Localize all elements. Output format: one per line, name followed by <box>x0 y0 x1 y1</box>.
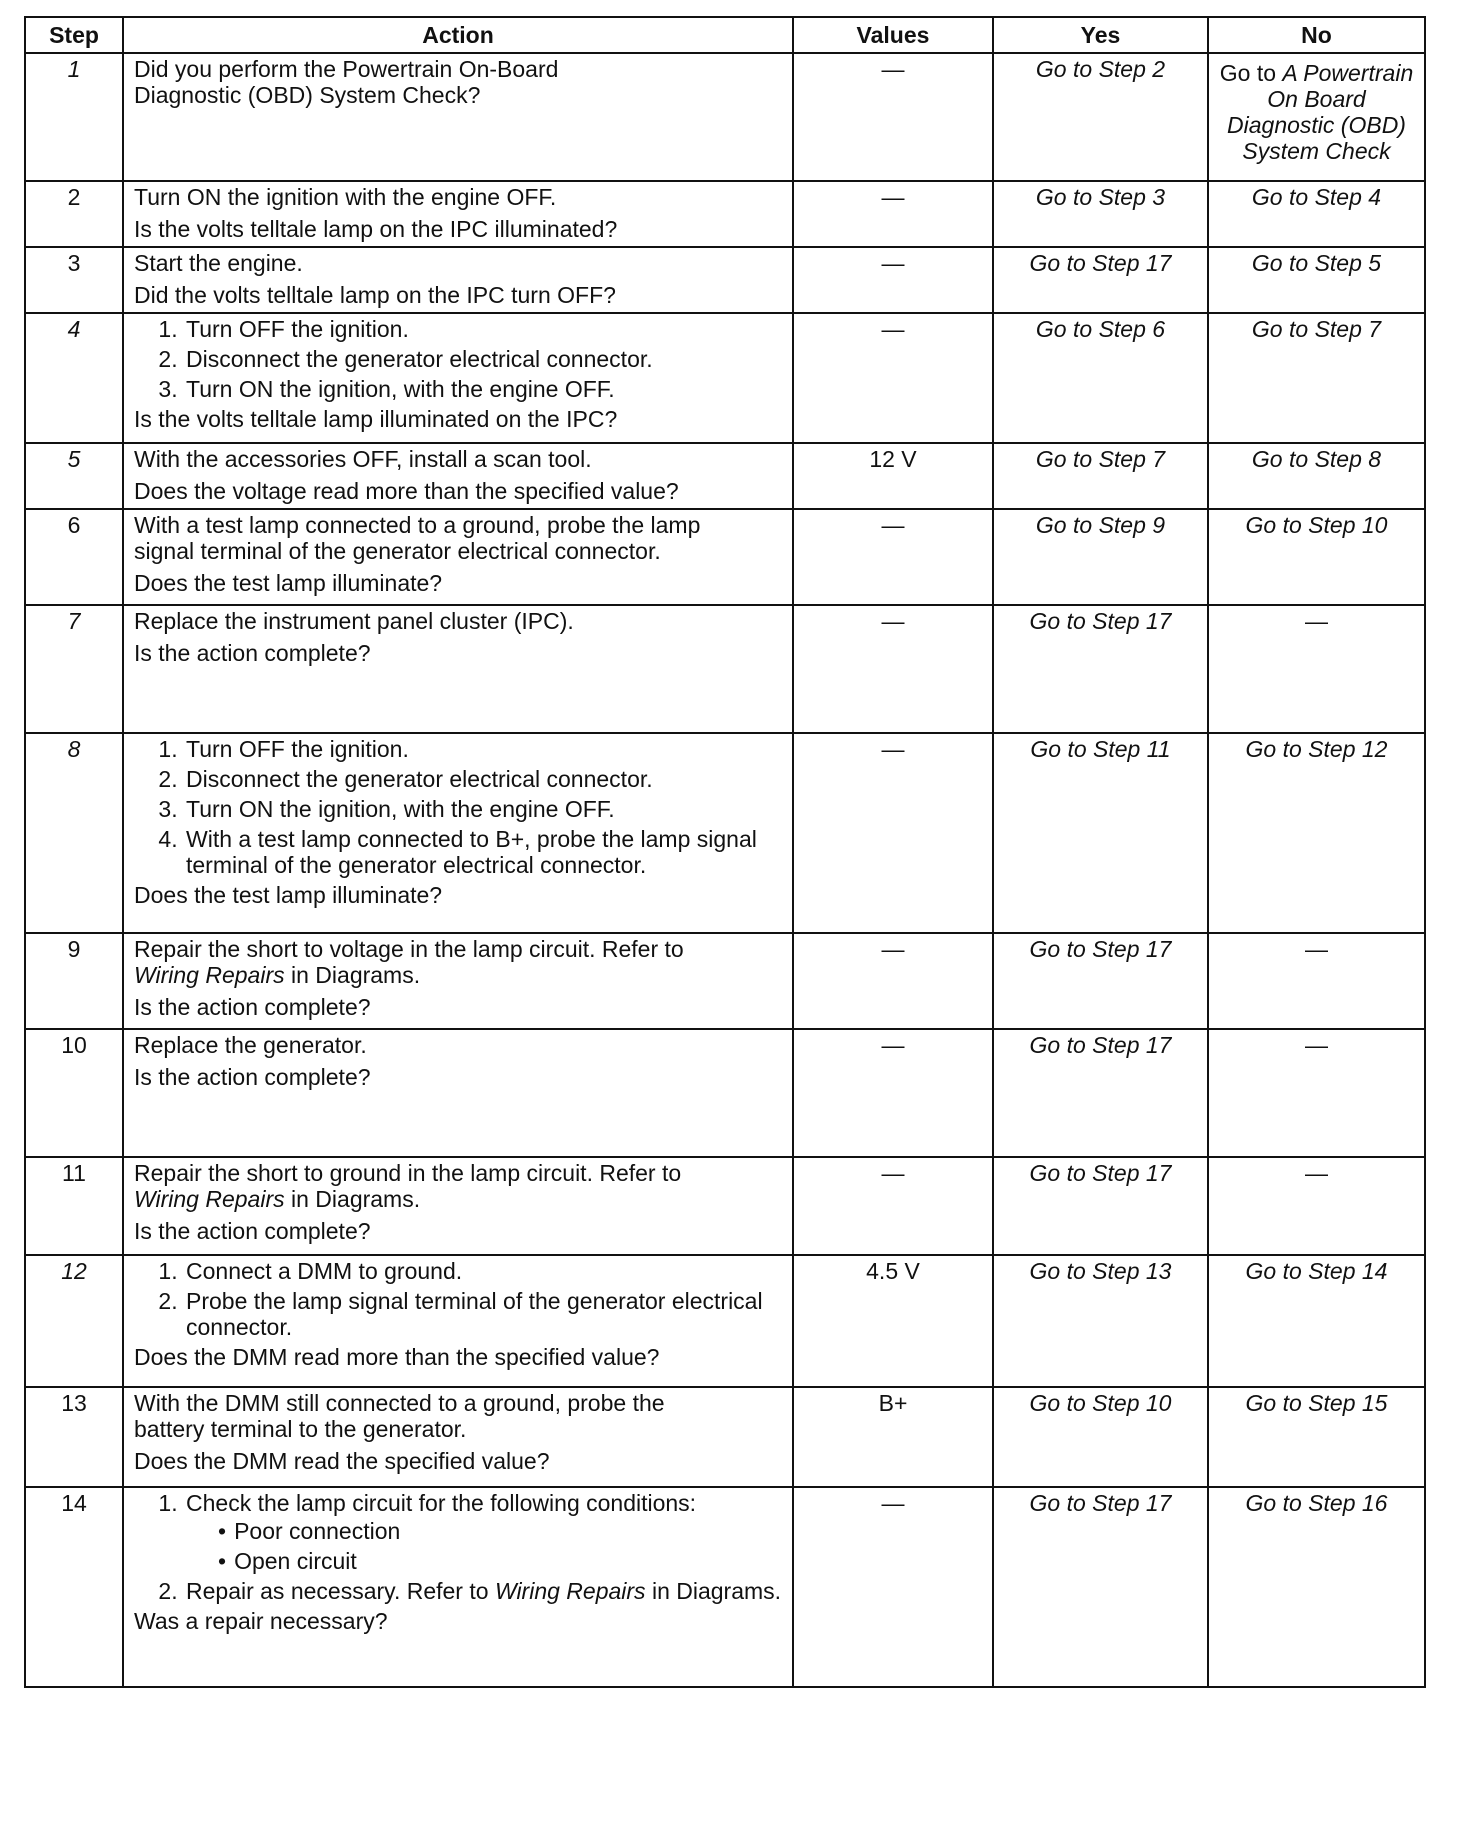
no-cell: — <box>1208 1157 1425 1255</box>
condition-item: • Poor connection <box>216 1518 782 1544</box>
value-cell: — <box>793 1157 993 1255</box>
no-cell <box>1208 53 1425 181</box>
reference-rest: in Diagrams. <box>284 962 421 988</box>
step-number: 5 <box>25 443 123 509</box>
table-row <box>25 1487 1425 1687</box>
action-step: 1. Turn OFF the ignition. <box>184 316 782 342</box>
no-cell: Go to Step 10 <box>1208 509 1425 605</box>
action-cell <box>123 181 793 247</box>
question-text: Is the action complete? <box>134 640 371 666</box>
yes-cell: Go to Step 17 <box>993 933 1208 1029</box>
action-text: Repair the short to voltage in the lamp circuit. Refer to <box>134 936 684 962</box>
no-cell: Go to Step 5 <box>1208 247 1425 313</box>
no-prefix: Go to <box>1219 60 1283 86</box>
yes-cell: Go to Step 6 <box>993 313 1208 443</box>
value-cell: 4.5 V <box>793 1255 993 1387</box>
action-cell <box>123 733 793 933</box>
table-row <box>25 1029 1425 1157</box>
reference-italic: Wiring Repairs <box>134 1186 285 1212</box>
header-no: No <box>1208 17 1425 53</box>
action-cell <box>123 53 793 181</box>
step-number: 7 <box>25 605 123 733</box>
action-cell <box>123 1157 793 1255</box>
reference-italic: Wiring Repairs <box>134 962 285 988</box>
action-cell <box>123 247 793 313</box>
value-cell: B+ <box>793 1387 993 1487</box>
action-text: Replace the instrument panel cluster (IPC). <box>134 608 574 634</box>
step-number: 3 <box>25 247 123 313</box>
question-text: Is the action complete? <box>134 994 371 1020</box>
step-number: 12 <box>25 1255 123 1387</box>
yes-cell: Go to Step 17 <box>993 1029 1208 1157</box>
action-text: With the accessories OFF, install a scan tool. <box>134 446 592 472</box>
question-text: Does the DMM read the specified value? <box>134 1448 550 1474</box>
no-cell: Go to Step 4 <box>1208 181 1425 247</box>
reference-rest: in Diagrams. <box>284 1186 421 1212</box>
step-number: 11 <box>25 1157 123 1255</box>
table-row <box>25 509 1425 605</box>
table-row <box>25 1387 1425 1487</box>
yes-cell: Go to Step 13 <box>993 1255 1208 1387</box>
value-cell: — <box>793 53 993 181</box>
question-text: Does the test lamp illuminate? <box>134 570 443 596</box>
no-cell: Go to Step 16 <box>1208 1487 1425 1687</box>
action-text: battery terminal to the generator. <box>134 1416 467 1442</box>
value-cell: — <box>793 313 993 443</box>
action-cell <box>123 1487 793 1687</box>
table-row <box>25 313 1425 443</box>
yes-cell: Go to Step 7 <box>993 443 1208 509</box>
no-reference: A Powertrain On Board Diagnostic (OBD) System Check <box>1227 60 1414 164</box>
table-row <box>25 247 1425 313</box>
table-row <box>25 53 1425 181</box>
action-reference <box>134 1186 782 1212</box>
question-text: Did the volts telltale lamp on the IPC turn OFF? <box>134 282 616 308</box>
table-row <box>25 605 1425 733</box>
action-text: Turn ON the ignition with the engine OFF. <box>134 184 557 210</box>
action-step <box>184 1490 782 1574</box>
no-cell: Go to Step 15 <box>1208 1387 1425 1487</box>
action-cell <box>123 1029 793 1157</box>
action-reference <box>134 962 782 988</box>
yes-cell: Go to Step 2 <box>993 53 1208 181</box>
action-step: 2. Probe the lamp signal terminal of the generator electrical connector. <box>184 1288 782 1340</box>
value-cell: — <box>793 605 993 733</box>
yes-cell: Go to Step 11 <box>993 733 1208 933</box>
action-text: Did you perform the Powertrain On-Board <box>134 56 559 82</box>
question-text: Is the volts telltale lamp on the IPC illuminated? <box>134 216 618 242</box>
no-cell: Go to Step 14 <box>1208 1255 1425 1387</box>
no-cell: — <box>1208 1029 1425 1157</box>
action-step: 2. Disconnect the generator electrical connector. <box>184 766 782 792</box>
yes-cell: Go to Step 17 <box>993 1487 1208 1687</box>
value-cell: — <box>793 247 993 313</box>
action-steps <box>134 316 782 402</box>
action-cell <box>123 509 793 605</box>
yes-cell: Go to Step 17 <box>993 605 1208 733</box>
question-text: Is the volts telltale lamp illuminated on the IPC? <box>134 406 618 432</box>
header-action: Action <box>123 17 793 53</box>
table-row <box>25 1255 1425 1387</box>
action-cell <box>123 313 793 443</box>
no-cell: — <box>1208 605 1425 733</box>
action-text: With a test lamp connected to a ground, probe the lamp <box>134 512 701 538</box>
question-text: Does the voltage read more than the specified value? <box>134 478 679 504</box>
condition-list <box>186 1518 782 1574</box>
action-cell <box>123 933 793 1029</box>
no-cell: Go to Step 8 <box>1208 443 1425 509</box>
action-text: With the DMM still connected to a ground, probe the <box>134 1390 665 1416</box>
action-steps <box>134 736 782 878</box>
step-number: 4 <box>25 313 123 443</box>
value-cell: — <box>793 933 993 1029</box>
action-step <box>184 1578 782 1604</box>
yes-cell: Go to Step 17 <box>993 1157 1208 1255</box>
action-step: 3. Turn ON the ignition, with the engine OFF. <box>184 376 782 402</box>
action-cell <box>123 1387 793 1487</box>
value-cell: — <box>793 733 993 933</box>
diagnostic-table <box>24 16 1426 1688</box>
action-step-text: Check the lamp circuit for the following conditions: <box>186 1490 697 1516</box>
table-row <box>25 1157 1425 1255</box>
action-text: Repair the short to ground in the lamp circuit. Refer to <box>134 1160 682 1186</box>
table-row <box>25 933 1425 1029</box>
condition-item: • Open circuit <box>216 1548 782 1574</box>
question-text: Is the action complete? <box>134 1218 371 1244</box>
step-number: 14 <box>25 1487 123 1687</box>
action-steps <box>134 1258 782 1340</box>
question-text: Was a repair necessary? <box>134 1608 388 1634</box>
step-number: 6 <box>25 509 123 605</box>
action-step: 4. With a test lamp connected to B+, probe the lamp signal terminal of the generator electrical connector. <box>184 826 782 878</box>
value-cell: — <box>793 1029 993 1157</box>
action-step-text: Repair as necessary. Refer to <box>186 1578 495 1604</box>
yes-cell: Go to Step 9 <box>993 509 1208 605</box>
step-number: 1 <box>25 53 123 181</box>
action-text: Start the engine. <box>134 250 303 276</box>
no-cell: Go to Step 7 <box>1208 313 1425 443</box>
action-steps <box>134 1490 782 1604</box>
value-cell: 12 V <box>793 443 993 509</box>
action-text: Replace the generator. <box>134 1032 367 1058</box>
step-number: 10 <box>25 1029 123 1157</box>
action-step: 2. Disconnect the generator electrical connector. <box>184 346 782 372</box>
question-text: Does the DMM read more than the specified value? <box>134 1344 660 1370</box>
value-cell: — <box>793 181 993 247</box>
action-step: 3. Turn ON the ignition, with the engine OFF. <box>184 796 782 822</box>
value-cell: — <box>793 509 993 605</box>
reference-rest: in Diagrams. <box>645 1578 782 1604</box>
table-row <box>25 443 1425 509</box>
step-number: 13 <box>25 1387 123 1487</box>
action-text: Diagnostic (OBD) System Check? <box>134 82 481 108</box>
action-cell <box>123 605 793 733</box>
yes-cell: Go to Step 17 <box>993 247 1208 313</box>
question-text: Is the action complete? <box>134 1064 371 1090</box>
header-values: Values <box>793 17 993 53</box>
table-row <box>25 181 1425 247</box>
step-number: 2 <box>25 181 123 247</box>
no-cell: — <box>1208 933 1425 1029</box>
yes-cell: Go to Step 3 <box>993 181 1208 247</box>
action-cell <box>123 443 793 509</box>
yes-cell: Go to Step 10 <box>993 1387 1208 1487</box>
no-cell: Go to Step 12 <box>1208 733 1425 933</box>
question-text: Does the test lamp illuminate? <box>134 882 443 908</box>
table-row <box>25 733 1425 933</box>
step-number: 8 <box>25 733 123 933</box>
value-cell: — <box>793 1487 993 1687</box>
header-step: Step <box>25 17 123 53</box>
header-row <box>25 17 1425 53</box>
action-step: 1. Turn OFF the ignition. <box>184 736 782 762</box>
action-text: signal terminal of the generator electrical connector. <box>134 538 661 564</box>
header-yes: Yes <box>993 17 1208 53</box>
reference-italic: Wiring Repairs <box>494 1578 646 1604</box>
action-step: 1. Connect a DMM to ground. <box>184 1258 782 1284</box>
action-cell <box>123 1255 793 1387</box>
step-number: 9 <box>25 933 123 1029</box>
